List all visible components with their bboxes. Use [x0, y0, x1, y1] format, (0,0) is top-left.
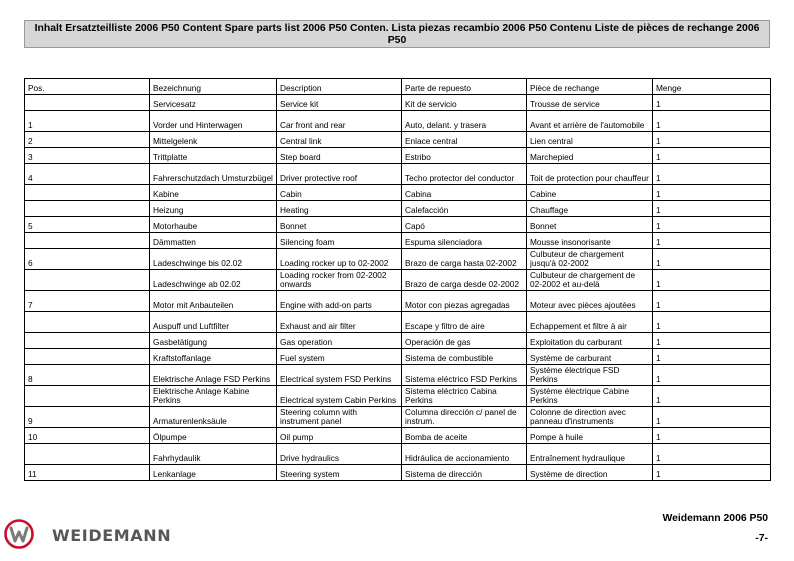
table-cell: Heizung	[150, 201, 277, 217]
table-cell: Columna dirección c/ panel de instrum.	[402, 407, 527, 428]
parts-table	[24, 78, 771, 481]
table-cell: 4	[25, 164, 150, 185]
table-cell	[25, 270, 150, 291]
table-cell: Sistema eléctrico FSD Perkins	[402, 365, 527, 386]
table-cell: Techo protector del conductor	[402, 164, 527, 185]
company-logo-text: WEIDEMANN	[52, 526, 172, 545]
table-cell: Brazo de carga hasta 02-2002	[402, 249, 527, 270]
table-cell: 9	[25, 407, 150, 428]
table-cell: Electrical system FSD Perkins	[277, 365, 402, 386]
table-cell: Sistema eléctrico Cabina Perkins	[402, 386, 527, 407]
table-cell: Gasbetätigung	[150, 333, 277, 349]
table-cell: Système de direction	[527, 465, 653, 481]
table-cell: Auto, delant. y trasera	[402, 111, 527, 132]
table-cell: 1	[653, 386, 771, 407]
column-header: Pos.	[25, 79, 150, 95]
table-cell: Fahrhydaulik	[150, 444, 277, 465]
table-cell	[25, 349, 150, 365]
column-header: Bezeichnung	[150, 79, 277, 95]
table-cell: 1	[653, 148, 771, 164]
table-cell: Motor con piezas agregadas	[402, 291, 527, 312]
table-cell: 2	[25, 132, 150, 148]
table-cell: Fuel system	[277, 349, 402, 365]
table-cell: 1	[653, 233, 771, 249]
table-cell: Armaturenlenksäule	[150, 407, 277, 428]
table-cell: Colonne de direction avec panneau d'instruments	[527, 407, 653, 428]
table-cell: 8	[25, 365, 150, 386]
table-row	[25, 111, 771, 132]
table-cell: Toit de protection pour chauffeur	[527, 164, 653, 185]
table-cell: Kit de servicio	[402, 95, 527, 111]
table-cell: Lenkanlage	[150, 465, 277, 481]
table-row	[25, 132, 771, 148]
table-cell: 1	[653, 444, 771, 465]
parts-table-body	[25, 95, 771, 481]
table-cell	[25, 185, 150, 201]
table-row	[25, 233, 771, 249]
table-cell: Ölpumpe	[150, 428, 277, 444]
table-cell: Auspuff und Luftfilter	[150, 312, 277, 333]
weidemann-w-logo-icon	[4, 519, 34, 549]
table-cell: Heating	[277, 201, 402, 217]
table-cell: Sistema de dirección	[402, 465, 527, 481]
table-row	[25, 349, 771, 365]
table-cell: Estribo	[402, 148, 527, 164]
column-header: Description	[277, 79, 402, 95]
table-row	[25, 407, 771, 428]
table-cell: Drive hydraulics	[277, 444, 402, 465]
table-cell: 1	[653, 164, 771, 185]
column-header: Pièce de rechange	[527, 79, 653, 95]
table-cell: 1	[653, 132, 771, 148]
table-cell: 1	[653, 407, 771, 428]
table-row	[25, 365, 771, 386]
table-row	[25, 164, 771, 185]
table-cell: Hidráulica de accionamiento	[402, 444, 527, 465]
table-cell: Système électrique Cabine Perkins	[527, 386, 653, 407]
table-cell: Bonnet	[527, 217, 653, 233]
table-cell: 1	[653, 349, 771, 365]
table-row	[25, 201, 771, 217]
table-cell: Trousse de service	[527, 95, 653, 111]
table-cell: Capó	[402, 217, 527, 233]
table-row	[25, 217, 771, 233]
table-row	[25, 185, 771, 201]
page-number: -7-	[755, 533, 768, 544]
table-cell: Electrical system Cabin Perkins	[277, 386, 402, 407]
table-row	[25, 291, 771, 312]
table-cell: Chauffage	[527, 201, 653, 217]
table-cell: Exhaust and air filter	[277, 312, 402, 333]
table-cell: Motor mit Anbauteilen	[150, 291, 277, 312]
table-cell: Mittelgelenk	[150, 132, 277, 148]
table-cell: Système électrique FSD Perkins	[527, 365, 653, 386]
table-cell: Ladeschwinge bis 02.02	[150, 249, 277, 270]
table-cell: Bonnet	[277, 217, 402, 233]
table-cell: Step board	[277, 148, 402, 164]
table-cell: Silencing foam	[277, 233, 402, 249]
table-cell: Elektrische Anlage FSD Perkins	[150, 365, 277, 386]
table-cell: Trittplatte	[150, 148, 277, 164]
table-cell	[25, 95, 150, 111]
table-cell: Loading rocker from 02-2002 onwards	[277, 270, 402, 291]
table-cell	[25, 233, 150, 249]
table-cell: Car front and rear	[277, 111, 402, 132]
table-cell: 1	[653, 111, 771, 132]
table-cell: 1	[653, 365, 771, 386]
table-cell: Kraftstoffanlage	[150, 349, 277, 365]
table-row	[25, 386, 771, 407]
table-cell: 1	[653, 465, 771, 481]
table-cell: Cabine	[527, 185, 653, 201]
table-cell: 11	[25, 465, 150, 481]
table-cell	[25, 444, 150, 465]
table-cell	[25, 386, 150, 407]
table-cell: Moteur avec pièces ajoutées	[527, 291, 653, 312]
table-cell: 1	[653, 312, 771, 333]
table-row	[25, 95, 771, 111]
table-cell: Gas operation	[277, 333, 402, 349]
table-cell: 3	[25, 148, 150, 164]
table-cell: Operación de gas	[402, 333, 527, 349]
table-cell: Marchepied	[527, 148, 653, 164]
table-cell: Loading rocker up to 02-2002	[277, 249, 402, 270]
table-cell: Ladeschwinge ab 02.02	[150, 270, 277, 291]
table-cell: Culbuteur de chargement de 02-2002 et au-delà	[527, 270, 653, 291]
table-cell: 1	[653, 185, 771, 201]
table-cell: Steering column with instrument panel	[277, 407, 402, 428]
table-cell: Service kit	[277, 95, 402, 111]
table-cell: Avant et arrière de l'automobile	[527, 111, 653, 132]
table-row	[25, 270, 771, 291]
table-cell: 1	[653, 270, 771, 291]
table-cell: 5	[25, 217, 150, 233]
table-cell: 6	[25, 249, 150, 270]
table-cell: 1	[653, 201, 771, 217]
table-row	[25, 465, 771, 481]
table-cell: 1	[25, 111, 150, 132]
table-cell: Bomba de aceite	[402, 428, 527, 444]
table-cell: Engine with add-on parts	[277, 291, 402, 312]
table-row	[25, 249, 771, 270]
table-cell: Steering system	[277, 465, 402, 481]
table-cell	[25, 333, 150, 349]
table-row	[25, 148, 771, 164]
table-cell: Escape y filtro de aire	[402, 312, 527, 333]
table-cell: 1	[653, 249, 771, 270]
table-cell: 7	[25, 291, 150, 312]
table-cell: Enlace central	[402, 132, 527, 148]
table-cell: 1	[653, 95, 771, 111]
table-cell: 1	[653, 333, 771, 349]
table-cell: Motorhaube	[150, 217, 277, 233]
table-cell: Mousse insonorisante	[527, 233, 653, 249]
table-row	[25, 333, 771, 349]
table-cell: Vorder und Hinterwagen	[150, 111, 277, 132]
table-cell: Entraînement hydraulique	[527, 444, 653, 465]
table-cell: 1	[653, 428, 771, 444]
column-header: Menge	[653, 79, 771, 95]
table-cell: Driver protective roof	[277, 164, 402, 185]
table-cell: Exploitation du carburant	[527, 333, 653, 349]
table-cell: Dämmatten	[150, 233, 277, 249]
table-cell: Brazo de carga desde 02-2002	[402, 270, 527, 291]
table-cell: 1	[653, 291, 771, 312]
page-title: Inhalt Ersatzteilliste 2006 P50 Content Spare parts list 2006 P50 Conten. Lista piezas recambio 2006 P50 Contenu Liste de pièces de rechange 2006 P50	[34, 23, 760, 46]
document-brand-title: Weidemann 2006 P50	[662, 513, 768, 524]
table-cell: Sistema de combustible	[402, 349, 527, 365]
table-row	[25, 428, 771, 444]
table-cell: Calefacción	[402, 201, 527, 217]
table-cell: Culbuteur de chargement jusqu'à 02-2002	[527, 249, 653, 270]
table-row	[25, 312, 771, 333]
table-cell: Pompe à huile	[527, 428, 653, 444]
table-cell: Echappement et filtre à air	[527, 312, 653, 333]
table-cell: Servicesatz	[150, 95, 277, 111]
table-cell	[25, 312, 150, 333]
table-cell: Kabine	[150, 185, 277, 201]
table-cell: Cabina	[402, 185, 527, 201]
table-cell: Cabin	[277, 185, 402, 201]
table-header-row	[25, 79, 771, 95]
table-cell: Système de carburant	[527, 349, 653, 365]
table-cell: Espuma silenciadora	[402, 233, 527, 249]
table-cell: 10	[25, 428, 150, 444]
table-row	[25, 444, 771, 465]
table-cell	[25, 201, 150, 217]
column-header: Parte de repuesto	[402, 79, 527, 95]
table-cell: Fahrerschutzdach Umsturzbügel	[150, 164, 277, 185]
page-header	[24, 20, 770, 48]
table-cell: 1	[653, 217, 771, 233]
table-cell: Central link	[277, 132, 402, 148]
table-cell: Lien central	[527, 132, 653, 148]
table-cell: Elektrische Anlage Kabine Perkins	[150, 386, 277, 407]
table-cell: Oil pump	[277, 428, 402, 444]
